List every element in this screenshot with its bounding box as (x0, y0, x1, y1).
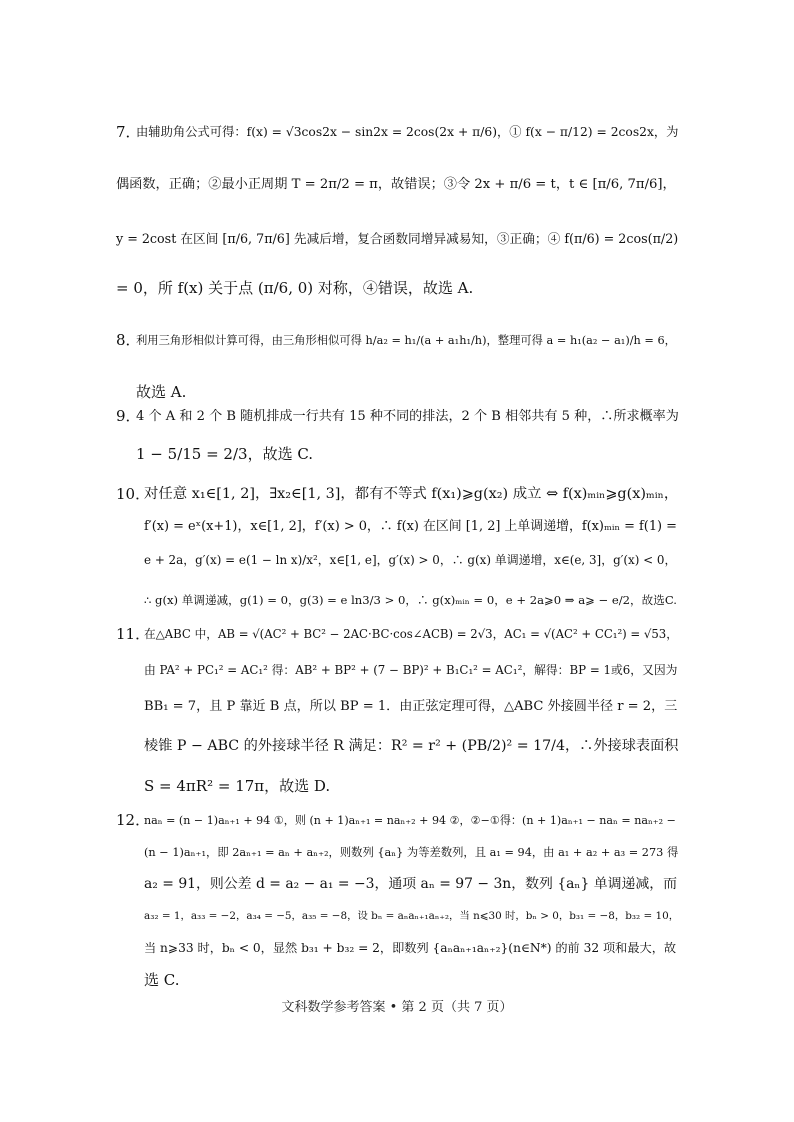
text-line: 棱锥 P − ABC 的外接球半径 R 满足：R² = r² + (PB/2)² = 17/4，∴外接球表面积 (144, 738, 679, 754)
text-line: 1 − 5/15 = 2/3，故选 C. (136, 445, 314, 463)
text-line: 利用三角形相似计算可得，由三角形相似可得 h/a₂ = h₁/(a + a₁h₁/h)，整理可得 a = h₁(a₂ − a₁)/h = 6， (136, 334, 676, 347)
problem-number: 11． (116, 625, 151, 643)
problem-number: 10． (116, 485, 151, 503)
text-line: 选 C. (144, 971, 180, 989)
text-line: 当 n⩾33 时，bₙ < 0，显然 b₃₁ + b₃₂ = 2，即数列 {aₙaₙ₊₁aₙ₊₂}(n∈N*) 的前 32 项和最大，故 (144, 941, 677, 955)
problem-number: 9． (116, 407, 141, 425)
text-line: (n − 1)aₙ₊₁，即 2aₙ₊₁ = aₙ + aₙ₊₂，则数列 {aₙ} 为等差数列，且 a₁ = 94，由 a₁ + a₂ + a₃ = 273 得 (144, 846, 679, 859)
text-line: f′(x) = eˣ(x+1)，x∈[1, 2]，f′(x) > 0，∴ f(x) 在区间 [1, 2] 上单调递增，f(x)ₘᵢₙ = f(1) = (144, 519, 677, 534)
text-line: naₙ = (n − 1)aₙ₊₁ + 94 ①，则 (n + 1)aₙ₊₁ = naₙ₊₂ + 94 ②，②−①得：(n + 1)aₙ₊₁ − naₙ = naₙ₊₂ − (144, 814, 676, 827)
problem-number: 7． (116, 123, 141, 141)
text-line: BB₁ = 7，且 P 靠近 B 点，所以 BP = 1．由正弦定理可得，△ABC 外接圆半径 r = 2，三 (144, 699, 678, 714)
text-line: 在△ABC 中，AB = √(AC² + BC² − 2AC·BC·cos∠ACB) = 2√3，AC₁ = √(AC² + CC₁²) = √53， (144, 627, 678, 641)
text-line: 4 个 A 和 2 个 B 随机排成一行共有 15 种不同的排法，2 个 B 相邻共有 5 种，∴所求概率为 (136, 409, 679, 424)
text-line: 由 PA² + PC₁² = AC₁² 得：AB² + BP² + (7 − BP)² + B₁C₁² = AC₁²，解得：BP = 1或6，又因为 (144, 663, 678, 677)
text-line: = 0，所 f(x) 关于点 (π/6, 0) 对称，④错误，故选 A. (116, 279, 474, 297)
problem-number: 12． (116, 811, 151, 829)
text-line: a₃₂ = 1，a₃₃ = −2，a₃₄ = −5，a₃₅ = −8，设 bₙ = aₙaₙ₊₁aₙ₊₂，当 n⩽30 时，bₙ > 0，b₃₁ = −8，b₃₂ = 10， (144, 910, 680, 922)
text-line: e + 2a，g′(x) = e(1 − ln x)/x²，x∈[1, e]，g′(x) > 0，∴ g(x) 单调递增，x∈(e, 3]，g′(x) < 0， (144, 553, 677, 567)
page-footer: 文科数学参考答案 • 第 2 页（共 7 页） (281, 1000, 513, 1015)
text-line: 故选 A. (136, 383, 187, 401)
text-line: a₂ = 91，则公差 d = a₂ − a₁ = −3，通项 aₙ = 97 − 3n，数列 {aₙ} 单调递减，而 (144, 876, 678, 892)
text-line: 对任意 x₁∈[1, 2]，∃x₂∈[1, 3]，都有不等式 f(x₁)⩾g(x₂) 成立 ⇔ f(x)ₘᵢₙ⩾g(x)ₘᵢₙ， (144, 486, 679, 502)
text-line: 偶函数，正确；②最小正周期 T = 2π/2 = π，故错误；③令 2x + π/6 = t，t ∈ [π/6, 7π/6]， (116, 177, 676, 192)
text-line: 由辅助角公式可得：f(x) = √3cos2x − sin2x = 2cos(2x + π/6)，① f(x − π/12) = 2cos2x，为 (136, 125, 679, 139)
text-line: y = 2cost 在区间 [π/6, 7π/6] 先减后增，复合函数同增异减易知，③正确；④ f(π/6) = 2cos(π/2) (116, 231, 679, 246)
problem-number: 8． (116, 331, 141, 349)
text-line: S = 4πR² = 17π，故选 D. (144, 777, 331, 795)
text-line: ∴ g(x) 单调递减，g(1) = 0，g(3) = e ln3/3 > 0，∴ g(x)ₘᵢₙ = 0，e + 2a⩾0 ⇒ a⩾ − e/2，故选C. (144, 593, 677, 607)
